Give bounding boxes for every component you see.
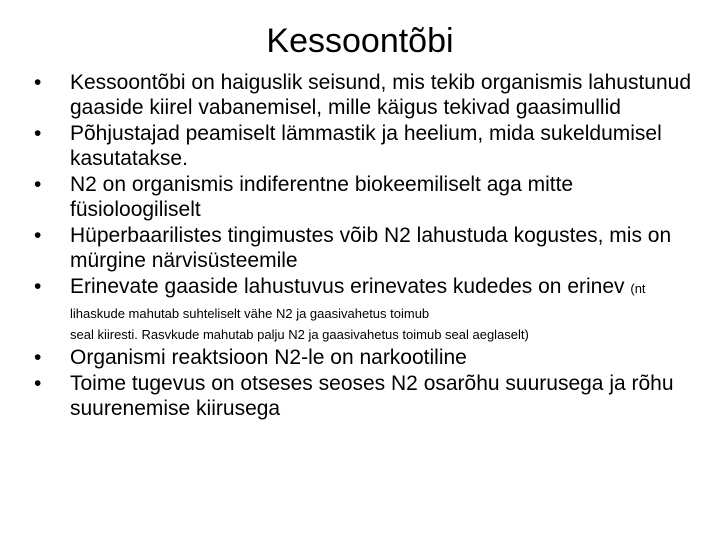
bullet-text: Kessoontõbi on haiguslik seisund, mis tekib organismis lahustunud gaaside kiirel vabanemisel, mille käigus tekivad gaasimullid — [70, 71, 692, 119]
bullet-marker: • — [34, 173, 42, 196]
bullet-item — [34, 274, 694, 344]
bullet-text: Organismi reaktsioon N2-le on narkootiline — [70, 346, 467, 369]
bullet-marker: • — [34, 71, 42, 94]
bullet-item — [34, 121, 694, 171]
bullet-list — [34, 70, 694, 422]
bullet-text: Toime tugevus on otseses seoses N2 osarõhu suurusega ja rõhu suurenemise kiirusega — [70, 372, 674, 420]
bullet-item — [34, 371, 694, 421]
bullet-item — [34, 345, 694, 370]
slide-title: Kessoontõbi — [266, 22, 454, 60]
bullet-note: (nt lihaskude mahutab suhteliselt vähe N2 ja gaasivahetus toimub — [70, 281, 646, 321]
bullet-marker: • — [34, 275, 42, 298]
bullet-marker: • — [34, 122, 42, 145]
bullet-text: Erinevate gaaside lahustuvus erinevates kudedes on erinev — [70, 275, 631, 298]
bullet-marker: • — [34, 346, 42, 369]
bullet-item — [34, 172, 694, 222]
bullet-marker: • — [34, 224, 42, 247]
bullet-text: N2 on organismis indiferentne biokeemiliselt aga mitte füsioloogiliselt — [70, 173, 574, 221]
bullet-text: Põhjustajad peamiselt lämmastik ja heelium, mida sukeldumisel kasutatakse. — [70, 122, 662, 170]
bullet-note-continued: seal kiiresti. Rasvkude mahutab palju N2 ja gaasivahetus toimub seal aeglaselt) — [70, 327, 529, 342]
bullet-text: Hüperbaarilistes tingimustes võib N2 lahustuda kogustes, mis on mürgine närvisüsteemile — [70, 224, 672, 272]
bullet-marker: • — [34, 372, 42, 395]
bullet-item — [34, 70, 694, 120]
bullet-item — [34, 223, 694, 273]
